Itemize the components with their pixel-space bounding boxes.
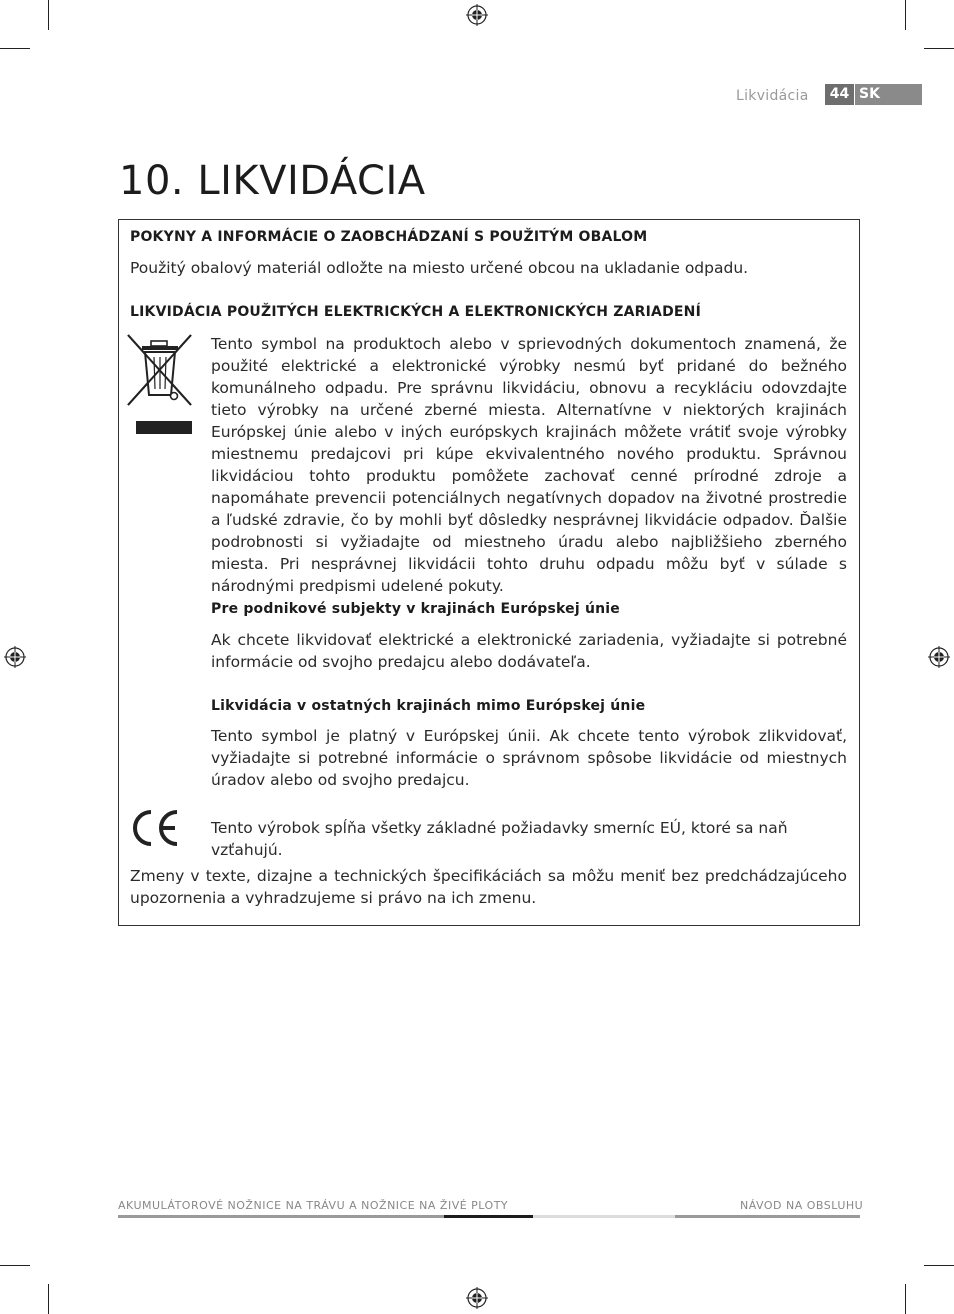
footer-divider	[444, 1215, 533, 1218]
packaging-heading: POKYNY A INFORMÁCIE O ZAOBCHÁDZANÍ S POUŽITÝM OBALOM	[130, 229, 648, 245]
footer-manual-label: NÁVOD NA OBSLUHU	[740, 1199, 864, 1212]
footer-product-name: AKUMULÁTOROVÉ NOŽNICE NA TRÁVU A NOŽNICE NA ŽIVÉ PLOTY	[118, 1199, 509, 1212]
registration-mark-icon	[466, 1287, 488, 1309]
weee-heading: LIKVIDÁCIA POUŽITÝCH ELEKTRICKÝCH A ELEKTRONICKÝCH ZARIADENÍ	[130, 304, 701, 320]
outside-eu-heading: Likvidácia v ostatných krajinách mimo Európskej únie	[211, 698, 646, 714]
outside-eu-text: Tento symbol je platný v Európskej únii. Ak chcete tento výrobok zlikvidovať, vyžiadajte si potrebné informácie o správnom spôsobe likvidácie od miestnych úradov alebo od svojho predajcu.	[211, 727, 847, 789]
crop-mark	[0, 48, 30, 49]
footer-divider	[118, 1215, 444, 1218]
packaging-text: Použitý obalový materiál odložte na miesto určené obcou na ukladanie odpadu.	[130, 259, 749, 277]
footer-divider	[533, 1215, 675, 1218]
registration-mark-icon	[928, 646, 950, 668]
business-text: Ak chcete likvidovať elektrické a elektronické zariadenia, vyžiadajte si potrebné informácie od svojho predajcu alebo dodávateľa.	[211, 631, 847, 671]
ce-mark-icon	[130, 808, 182, 848]
crop-mark	[905, 1284, 906, 1314]
registration-mark-icon	[466, 4, 488, 26]
business-heading: Pre podnikové subjekty v krajinách Európskej únie	[211, 601, 620, 617]
header-section-name: Likvidácia	[736, 88, 809, 104]
crop-mark	[905, 0, 906, 30]
page-number: 44	[825, 84, 854, 105]
weee-text: Tento symbol na produktoch alebo v sprievodných dokumentoch znamená, že použité elektrické a elektronické výrobky nesmú byť pridané do bežného komunálneho odpadu. Pre správnu likvidáciu, obnovu a recykláciu odovzdajte tieto výrobky na určené zberné miesta. Alternatívne v niektorých krajinách Európskej únie alebo v iných európskych krajinách môžete vrátiť svoje výrobky miestnemu predajcovi pri kúpe ekvivalentného nového produktu. Správnou likvidáciou tohto produktu pomôžete zachovať cenné prírodné zdroje a napomáhate prevencii potenciálnych negatívnych dopadov na životné prostredie a ľudské zdravie, čo by mohli byť dôsledky nesprávnej likvidácie odpadov. Ďalšie podrobnosti si vyžiadajte od miestneho úradu alebo najbližšieho zberného miesta. Pri nesprávnej likvidácii tohto druhu odpadu môžu byť v súlade s národnými predpismi udelené pokuty.	[211, 335, 847, 595]
language-code: SK	[855, 84, 922, 105]
crop-mark	[48, 1284, 49, 1314]
changes-text: Zmeny v texte, dizajne a technických špecifikáciách sa môžu meniť bez predchádzajúceho upozornenia a vyhradzujeme si právo na ich zmenu.	[130, 867, 847, 907]
crossed-bin-icon	[127, 333, 193, 437]
crop-mark	[924, 48, 954, 49]
footer-divider	[675, 1215, 860, 1218]
page-title: 10. LIKVIDÁCIA	[119, 158, 426, 204]
crop-mark	[0, 1265, 30, 1266]
crop-mark	[48, 0, 49, 30]
ce-text: Tento výrobok spĺňa všetky základné požiadavky smerníc EÚ, ktoré sa naň vzťahujú.	[211, 819, 788, 859]
registration-mark-icon	[4, 646, 26, 668]
crop-mark	[924, 1265, 954, 1266]
